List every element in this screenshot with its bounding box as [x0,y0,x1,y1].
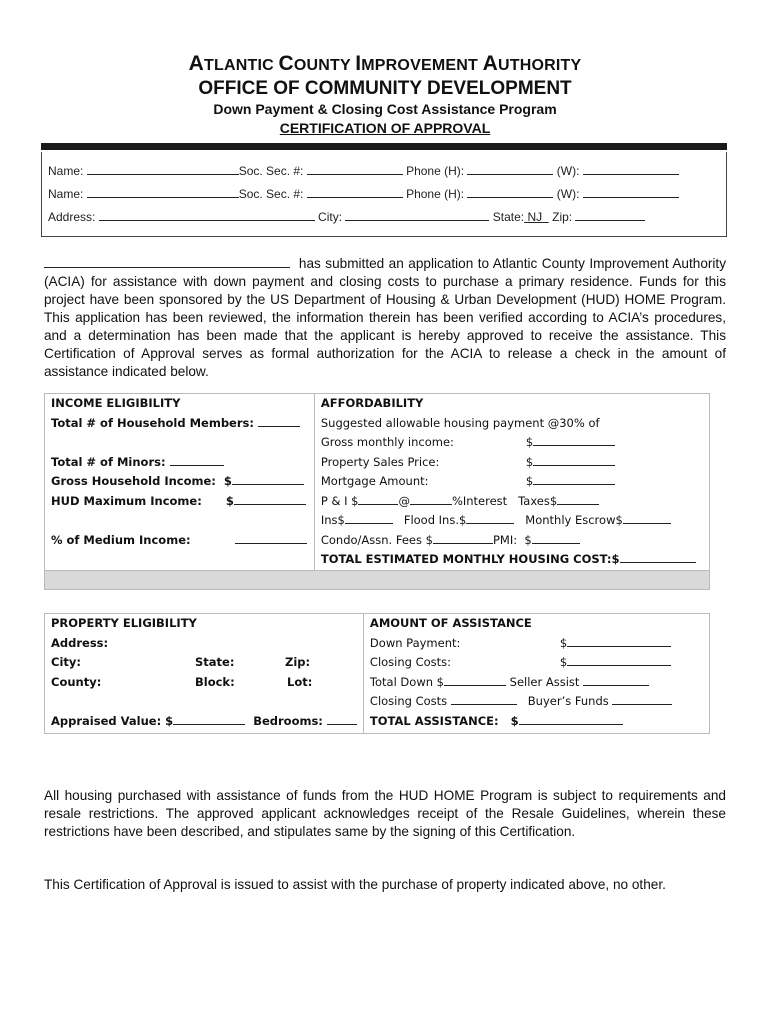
down-payment-dollar: $ [559,635,568,650]
closing-costs-dollar: $ [559,655,568,669]
zip-field[interactable] [575,209,645,221]
property-block-label: Block: [195,674,235,689]
mortgage-row [321,472,703,492]
interest-label: %Interest [451,493,508,508]
ins-field[interactable] [345,511,393,524]
escrow-label: Monthly Escrow$ [525,513,623,527]
closing-costs2-field[interactable] [451,692,517,705]
hud-max-dollar: $ [225,493,234,508]
condo-label: Condo/Assn. Fees $ [320,532,433,547]
hud-max-label: HUD Maximum Income: [51,493,202,508]
medium-income-label: % of Medium Income: [51,532,191,547]
gross-income-row [51,472,308,492]
property-assistance-table [44,613,710,734]
program-title: Down Payment & Closing Cost Assistance Program [213,101,557,117]
city-state-zip-row [51,653,357,673]
applicant-row-3 [48,209,645,224]
total-cost-field[interactable] [620,550,696,563]
gross-income-dollar: $ [223,474,232,488]
down-payment-label: Down Payment: [369,635,461,650]
spacer-row [51,692,357,712]
affordability-heading: AFFORDABILITY [320,396,424,410]
property-state-label: State: [195,655,235,669]
name-label: Name: [48,187,84,201]
closing-costs-field[interactable] [567,653,671,666]
household-members-row [51,414,308,434]
phone-home-label: Phone (H): [406,164,465,178]
appraised-field[interactable] [173,712,245,725]
gross-income-label: Gross Household Income: [51,474,216,488]
gross-monthly-label: Gross monthly income: [320,435,454,449]
total-assistance-row [370,712,703,732]
pmi-label: PMI: [492,532,518,547]
property-lot-label: Lot: [287,674,313,689]
phone-work-label: (W): [556,187,580,201]
restrictions-text: All housing purchased with assistance of funds from the HUD HOME Program is subject to requirements and resale restrictions. The approved applicant acknowledges receipt of the Resale Guidelines, wherein these restrictions have been described, and stipulates same by the signing of this Certification. [44,788,726,839]
address-field[interactable] [99,209,315,221]
mortgage-dollar: $ [525,474,534,488]
total-assistance-field[interactable] [519,712,623,725]
seller-assist-label: Seller Assist [509,674,580,689]
county-block-lot-row [51,673,357,693]
gross-income-field[interactable] [232,472,304,485]
down-payment-field[interactable] [567,634,671,647]
total-cost-label: TOTAL ESTIMATED MONTHLY HOUSING COST: [320,552,612,566]
medium-income-field[interactable] [235,531,307,544]
closing-costs2-label: Closing Costs [369,694,448,708]
sales-price-label: Property Sales Price: [320,454,440,469]
condo-field[interactable] [433,531,493,544]
phone-home-field-2[interactable] [467,186,553,198]
bedrooms-label: Bedrooms: [253,713,323,728]
applicant-row-1 [48,163,679,178]
total-cost-row [321,550,703,570]
certification-text: has submitted an application to Atlantic County Improvement Authority (ACIA) for assistance with down payment and closing costs to purchase a primary residence. Funds for this project have been sponsored by the US Department of Housing & Urban Development (HUD) HOME Program. This application has been reviewed, the information therein has been verified according to ACIA’s procedures, and a determination has been made that the applicant is hereby approved to receive the assistance. This Certification of Approval serves as formal authorization for the ACIA to release a check in the amount of assistance indicated below. [44,256,726,379]
total-cost-dollar: $ [611,552,620,566]
spacer-row [51,511,308,531]
name-field-1[interactable] [87,163,239,175]
buyers-funds-field[interactable] [612,692,672,705]
minors-label: Total # of Minors: [51,454,166,469]
hud-max-field[interactable] [234,492,306,505]
org-initial-a: A [188,52,205,75]
restrictions-paragraph [44,787,726,841]
spacer-row [51,550,308,570]
bedrooms-field[interactable] [327,712,357,725]
applicant-row-2 [48,186,679,201]
total-down-row [370,673,703,693]
name-field-2[interactable] [87,186,239,198]
applicant-name-field[interactable] [44,254,290,268]
zip-label: Zip: [552,210,573,224]
pi-row [321,492,703,512]
income-eligibility-heading: INCOME ELIGIBILITY [51,396,181,410]
name-label: Name: [48,164,84,178]
org-word-uthority: UTHORITY [497,57,582,74]
condo-pmi-row [321,531,703,551]
property-zip-label: Zip: [285,655,311,669]
org-word-mprovement: MPROVEMENT [361,57,483,74]
property-county-label: County: [51,674,102,689]
closing-buyers-row [370,692,703,712]
household-members-label: Total # of Household Members: [51,415,254,430]
organization-name [0,52,770,76]
appraised-row [51,712,357,732]
seller-assist-field[interactable] [583,673,649,686]
org-word-ounty: OUNTY [293,57,356,74]
org-word-tlantic: TLANTIC [204,57,279,74]
pi-label: P & I $ [320,493,359,508]
header-divider [41,143,727,150]
income-eligibility-cell [45,394,315,571]
gross-monthly-dollar: $ [525,435,534,449]
property-eligibility-cell [45,614,364,734]
property-address-label: Address: [51,635,109,650]
phone-home-label: Phone (H): [406,187,465,201]
pmi-dollar: $ [524,532,532,547]
insurance-row [321,511,703,531]
state-label: State: [492,210,525,224]
hud-max-row [51,492,308,512]
total-down-label: Total Down $ [369,674,444,689]
phone-work-field-2[interactable] [583,186,679,198]
org-initial-i: I [355,52,362,75]
phone-home-field-1[interactable] [467,163,553,175]
minors-row [51,453,308,473]
certification-paragraph [44,254,726,381]
closing-costs-row [370,653,703,673]
pi-field[interactable] [358,492,398,505]
city-label: City: [318,210,343,224]
city-field[interactable] [345,209,489,221]
flood-field[interactable] [466,511,514,524]
document-title: CERTIFICATION OF APPROVAL [279,120,491,136]
total-down-field[interactable] [444,673,506,686]
closing-costs-label: Closing Costs: [369,655,452,669]
state-value-text: NJ [527,210,543,224]
ssn-label: Soc. Sec. #: [238,187,304,201]
gross-monthly-row [321,433,703,453]
applicant-info-box [41,152,727,237]
address-label: Address: [48,210,96,224]
taxes-label: Taxes$ [518,493,558,508]
closing-text: This Certification of Approval is issued to assist with the purchase of property indicated above, no other. [44,877,666,892]
flood-label: Flood Ins.$ [403,513,467,527]
total-assistance-dollar: $ [510,713,519,728]
phone-work-field-1[interactable] [583,163,679,175]
ssn-label: Soc. Sec. #: [238,164,304,178]
taxes-field[interactable] [557,492,599,505]
suggested-payment-text: Suggested allowable housing payment @30% of [320,415,600,430]
buyers-funds-label: Buyer’s Funds [527,694,609,708]
sales-price-field[interactable] [533,453,615,466]
gross-monthly-field[interactable] [533,433,615,446]
spacer-row [51,433,308,453]
property-eligibility-heading: PROPERTY ELIGIBILITY [51,616,197,630]
total-assistance-label: TOTAL ASSISTANCE: [369,713,499,728]
sales-price-dollar: $ [525,454,534,469]
down-payment-row [370,634,703,654]
household-members-field[interactable] [258,414,300,427]
amount-of-assistance-cell [363,614,709,734]
sales-price-row [321,453,703,473]
at-label: @ [398,493,410,508]
interest-field[interactable] [410,492,452,505]
property-city-label: City: [51,655,81,669]
affordability-cell [314,394,709,571]
appraised-label: Appraised Value: $ [51,713,174,728]
ins-label: Ins$ [320,513,345,527]
mortgage-label: Mortgage Amount: [320,474,429,488]
table-shaded-row [45,570,710,589]
mortgage-field[interactable] [533,472,615,485]
medium-income-row [51,531,308,551]
income-affordability-table [44,393,710,590]
phone-work-label: (W): [556,164,580,178]
closing-paragraph [44,876,726,894]
office-title: OFFICE OF COMMUNITY DEVELOPMENT [198,78,572,99]
ssn-field-2[interactable] [307,186,403,198]
pmi-field[interactable] [532,531,580,544]
state-value[interactable] [524,210,549,224]
minors-field[interactable] [170,453,224,466]
org-initial-c: C [278,52,294,75]
escrow-field[interactable] [623,511,671,524]
assistance-heading: AMOUNT OF ASSISTANCE [369,616,532,630]
org-initial-a2: A [482,52,498,75]
ssn-field-1[interactable] [307,163,403,175]
